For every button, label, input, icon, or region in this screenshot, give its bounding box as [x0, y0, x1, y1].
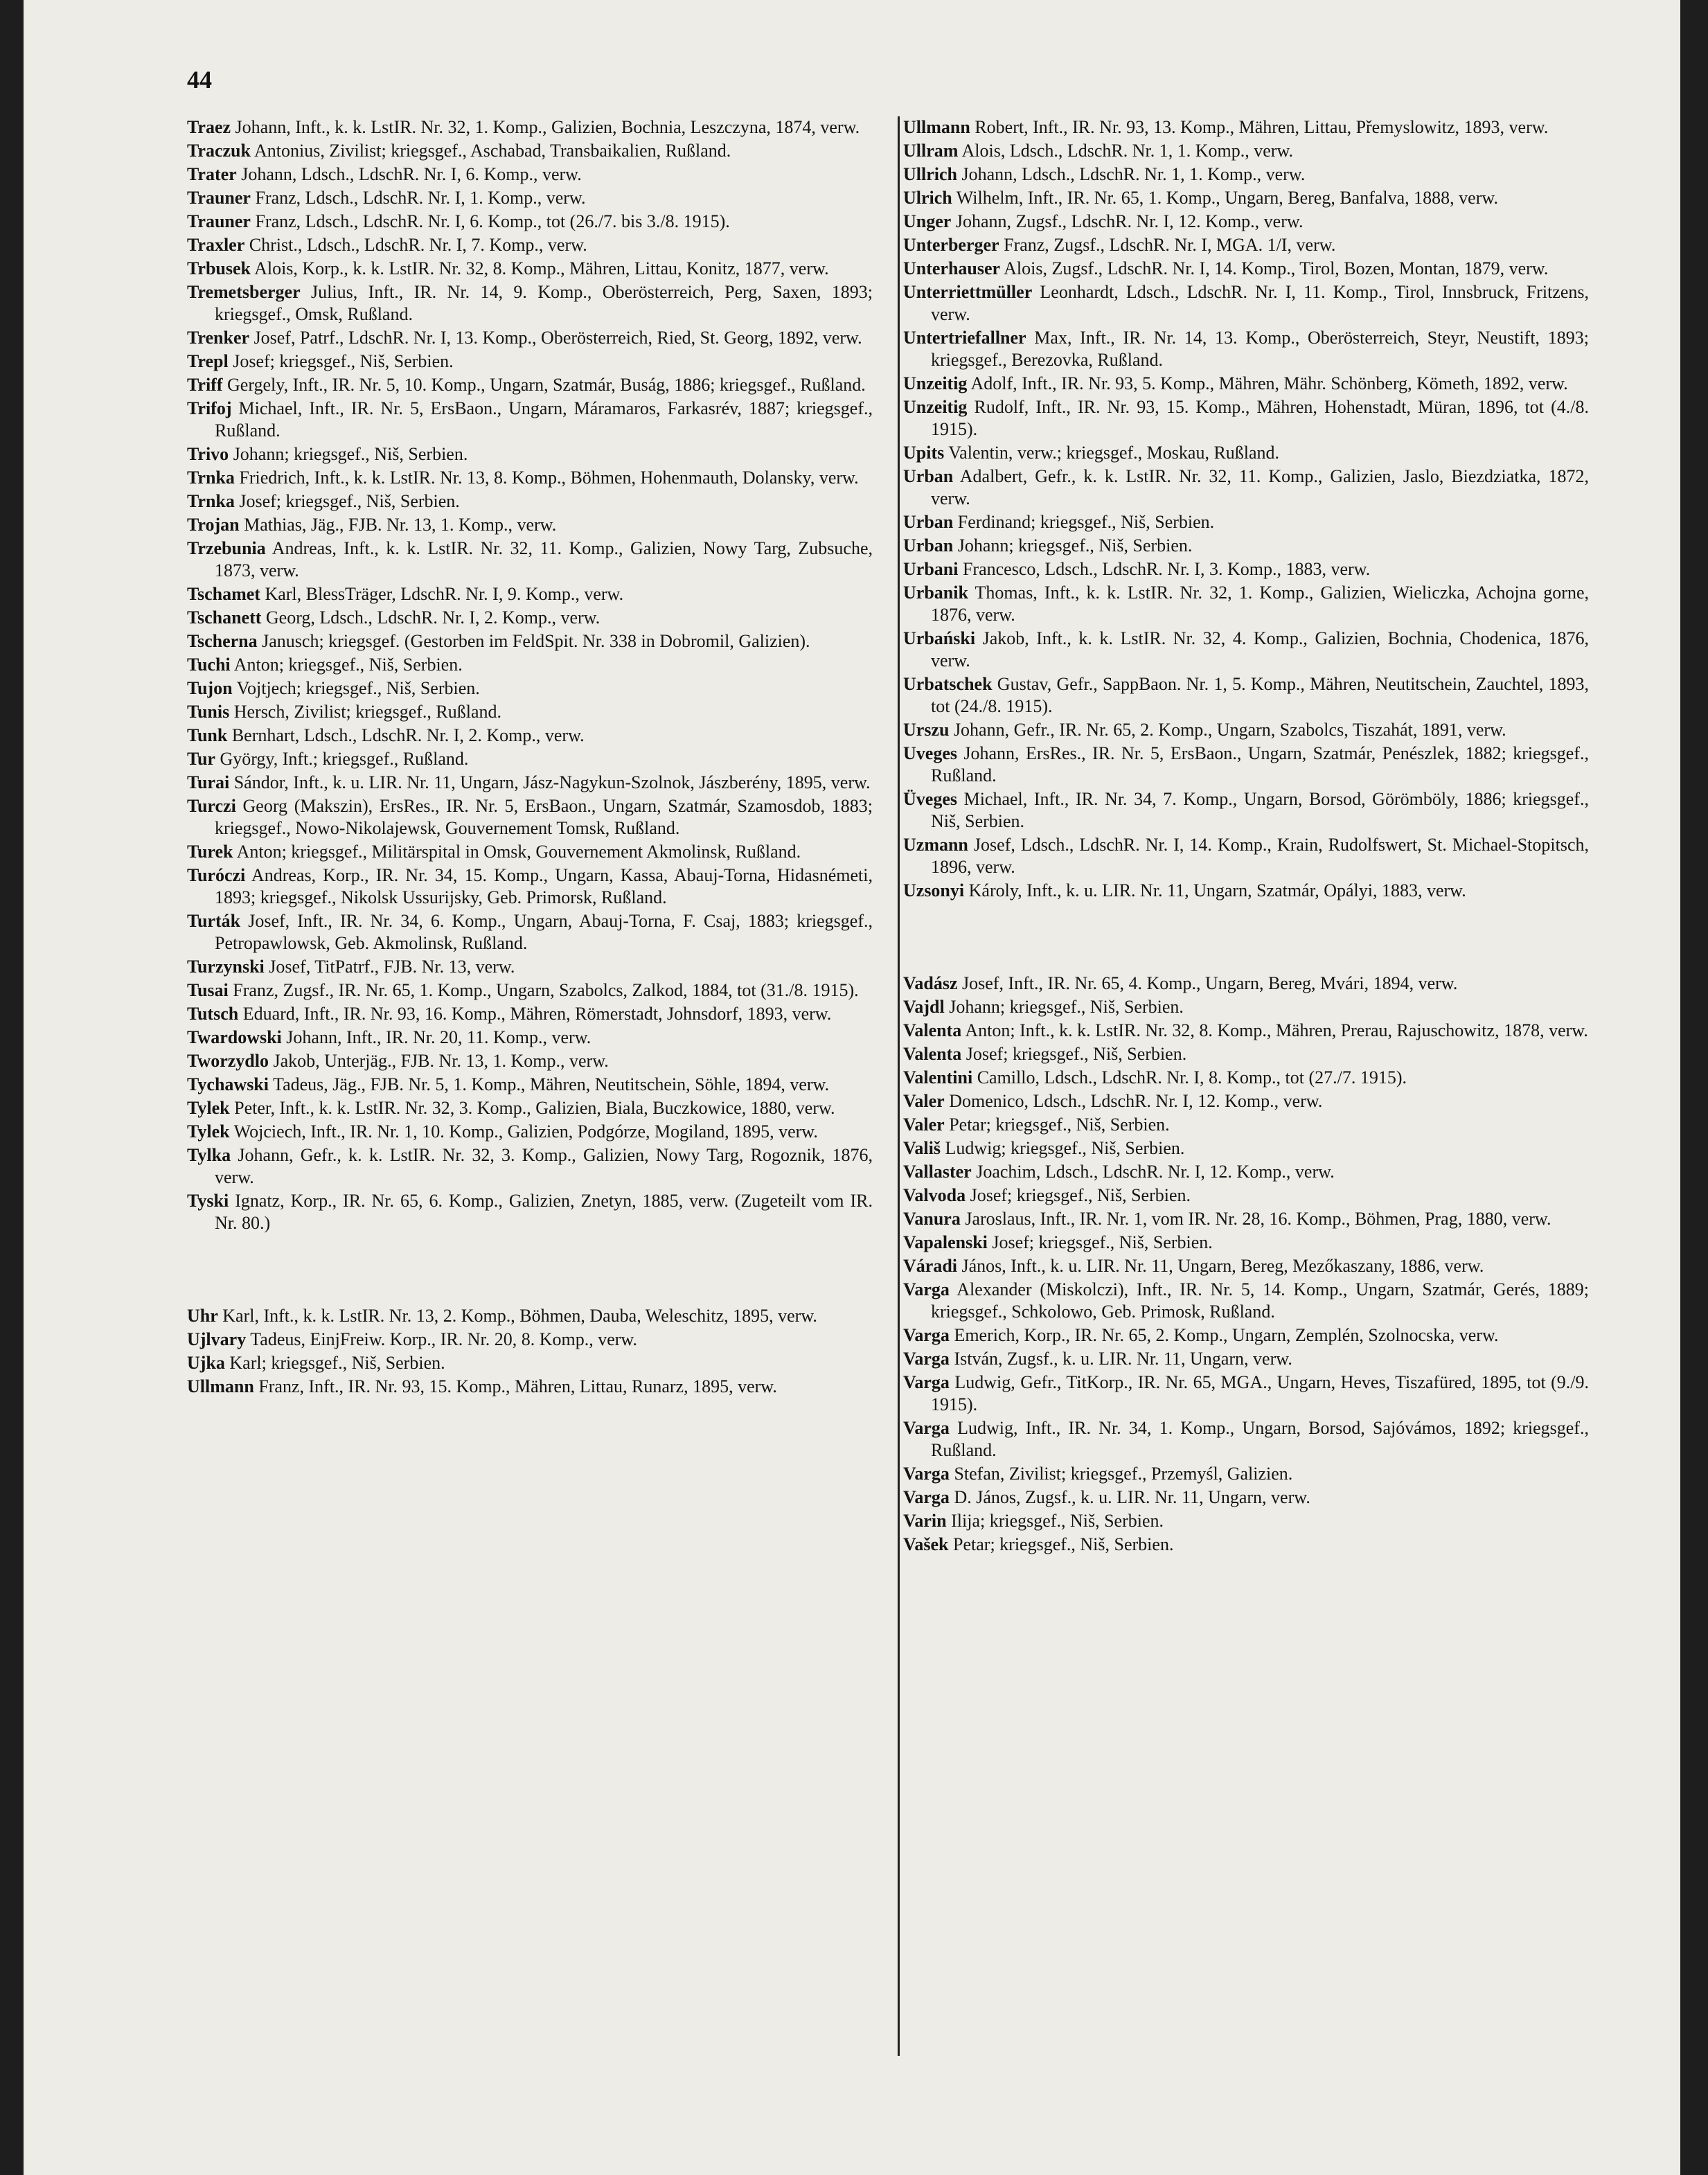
list-item [903, 1137, 1589, 1160]
entry-details: Bernhart, Ldsch., LdschR. Nr. I, 2. Komp., verw. [227, 725, 585, 745]
entry-surname: Trenker [187, 328, 250, 348]
list-item [187, 1376, 873, 1398]
entry-surname: Ujlvary [187, 1329, 247, 1349]
entry-details: Franz, Ldsch., LdschR. Nr. I, 1. Komp., verw. [250, 188, 586, 208]
list-item [187, 701, 873, 723]
entry-surname: Uveges [903, 743, 957, 763]
list-item [903, 258, 1589, 280]
entry-surname: Varga [903, 1325, 950, 1345]
entry-surname: Unzeitig [903, 397, 968, 417]
entry-details: Max, Inft., IR. Nr. 14, 13. Komp., Oberösterreich, Steyr, Neustift, 1893; kriegsgef., Berezovka, Rußland. [931, 328, 1589, 370]
list-item [903, 211, 1589, 233]
entry-details: Josef; kriegsgef., Niš, Serbien. [228, 351, 454, 371]
entry-details: Antonius, Zivilist; kriegsgef., Aschabad, Transbaikalien, Rußland. [250, 141, 731, 161]
entry-details: Rudolf, Inft., IR. Nr. 93, 15. Komp., Mähren, Hohenstadt, Müran, 1896, tot (4./8. 1915). [931, 397, 1589, 439]
entry-details: Andreas, Inft., k. k. LstIR. Nr. 32, 11. Komp., Galizien, Nowy Targ, Zubsuche, 1873, verw. [215, 538, 873, 580]
entry-surname: Varga [903, 1487, 950, 1507]
entry-details: Georg, Ldsch., LdschR. Nr. I, 2. Komp., verw. [261, 607, 601, 628]
entry-surname: Ulrich [903, 188, 952, 208]
list-item [187, 443, 873, 465]
entry-surname: Vajdl [903, 997, 945, 1017]
entry-surname: Trivo [187, 444, 229, 464]
entry-surname: Varga [903, 1349, 950, 1369]
entry-details: Janusch; kriegsgef. (Gestorben im FeldSpit. Nr. 338 in Dobromil, Galizien). [257, 631, 810, 651]
entry-details: Georg (Makszin), ErsRes., IR. Nr. 5, ErsBaon., Ungarn, Szatmár, Szamosdob, 1883; kriegsgef., Nowo-Nikolajewsk, Gouvernement Tomsk, Rußland. [215, 796, 873, 838]
list-item [903, 1486, 1589, 1509]
entry-surname: Trauner [187, 211, 251, 231]
entry-details: Josef, TitPatrf., FJB. Nr. 13, verw. [264, 957, 515, 977]
entry-details: Petar; kriegsgef., Niš, Serbien. [944, 1115, 1170, 1135]
list-item [187, 725, 873, 747]
list-item [903, 163, 1589, 186]
list-item [903, 234, 1589, 256]
entry-details: Karl, BlessTräger, LdschR. Nr. I, 9. Komp., verw. [260, 584, 624, 604]
entry-details: Petar; kriegsgef., Niš, Serbien. [948, 1534, 1174, 1554]
entry-details: Michael, Inft., IR. Nr. 5, ErsBaon., Ungarn, Máramaros, Farkasrév, 1887; kriegsgef., Rußland. [215, 398, 873, 441]
list-item [903, 1279, 1589, 1323]
entry-details: Christ., Ldsch., LdschR. Nr. I, 7. Komp., verw. [244, 235, 587, 255]
list-item [903, 1324, 1589, 1347]
entry-surname: Tutsch [187, 1004, 239, 1024]
entry-details: Anton; kriegsgef., Militärspital in Omsk, Gouvernement Akmolinsk, Rußland. [233, 842, 801, 862]
entry-surname: Tujon [187, 678, 233, 698]
entry-surname: Trater [187, 164, 237, 184]
entry-surname: Ullrich [903, 164, 957, 184]
list-item [903, 673, 1589, 718]
list-item [903, 973, 1589, 995]
list-item [187, 1329, 873, 1351]
list-item [903, 1510, 1589, 1532]
entry-surname: Unger [903, 211, 952, 231]
entry-surname: Tunis [187, 702, 230, 722]
entry-details: Wilhelm, Inft., IR. Nr. 65, 1. Komp., Ungarn, Bereg, Banfalva, 1888, verw. [952, 188, 1498, 208]
list-item [187, 910, 873, 955]
entry-surname: Vanura [903, 1209, 961, 1229]
entry-surname: Urbatschek [903, 674, 993, 694]
entry-details: Johann, Ldsch., LdschR. Nr. I, 6. Komp., verw. [236, 164, 582, 184]
entry-details: Adalbert, Gefr., k. k. LstIR. Nr. 32, 11. Komp., Galizien, Jaslo, Biezdziatka, 1872, verw. [931, 466, 1589, 508]
entry-surname: Valenta [903, 1020, 962, 1040]
entry-surname: Vallaster [903, 1162, 972, 1182]
list-item [903, 373, 1589, 395]
entry-details: Jakob, Unterjäg., FJB. Nr. 13, 1. Komp., verw. [268, 1051, 609, 1071]
entry-surname: Tremetsberger [187, 282, 301, 302]
entry-surname: Ujka [187, 1353, 225, 1373]
entry-details: Franz, Zugsf., IR. Nr. 65, 1. Komp., Ungarn, Szabolcs, Zalkod, 1884, tot (31./8. 1915). [228, 980, 859, 1000]
entry-details: Johann, Zugsf., LdschR. Nr. I, 12. Komp., verw. [951, 211, 1304, 231]
entry-surname: Tworzydlo [187, 1051, 269, 1071]
entry-group-u-cont [903, 116, 1589, 902]
list-item [903, 1534, 1589, 1556]
entry-details: Alois, Korp., k. k. LstIR. Nr. 32, 8. Komp., Mähren, Littau, Konitz, 1877, verw. [251, 258, 829, 278]
entry-details: Ferdinand; kriegsgef., Niš, Serbien. [953, 512, 1215, 532]
list-item [903, 116, 1589, 139]
entry-details: Jaroslaus, Inft., IR. Nr. 1, vom IR. Nr. 28, 16. Komp., Böhmen, Prag, 1880, verw. [960, 1209, 1551, 1229]
right-column [903, 116, 1589, 1557]
entry-details: Franz, Inft., IR. Nr. 93, 15. Komp., Mähren, Littau, Runarz, 1895, verw. [253, 1376, 777, 1396]
list-item [903, 396, 1589, 441]
entry-details: Josef, Ldsch., LdschR. Nr. I, 14. Komp., Krain, Rudolfswert, St. Michael-Stopitsch, 1896, verw. [931, 835, 1589, 877]
entry-surname: Traez [187, 117, 231, 137]
entry-details: Tadeus, Jäg., FJB. Nr. 5, 1. Komp., Mähren, Neutitschein, Söhle, 1894, verw. [269, 1074, 830, 1094]
list-item [903, 281, 1589, 326]
list-item [187, 956, 873, 978]
column-divider [898, 116, 900, 2056]
list-item [187, 514, 873, 536]
list-item [187, 327, 873, 349]
list-item [903, 628, 1589, 672]
list-item [903, 1043, 1589, 1065]
entry-surname: Urbani [903, 559, 959, 579]
entry-surname: Tschanett [187, 607, 262, 628]
list-item [903, 1208, 1589, 1230]
entry-surname: Urbanik [903, 583, 968, 603]
entry-details: Mathias, Jäg., FJB. Nr. 13, 1. Komp., verw. [239, 515, 557, 535]
list-item [187, 1352, 873, 1374]
list-item [903, 719, 1589, 741]
entry-surname: Turczi [187, 796, 236, 816]
entry-surname: Valentini [903, 1067, 973, 1088]
list-item [187, 795, 873, 840]
entry-details: Sándor, Inft., k. u. LIR. Nr. 11, Ungarn, Jász-Nagykun-Szolnok, Jászberény, 1895, verw. [229, 772, 871, 792]
list-item [187, 630, 873, 652]
entry-surname: Tusai [187, 980, 229, 1000]
entry-details: István, Zugsf., k. u. LIR. Nr. 11, Ungarn, verw. [949, 1349, 1292, 1369]
list-item [903, 1371, 1589, 1416]
entry-surname: Trbusek [187, 258, 251, 278]
entry-details: Josef, Inft., IR. Nr. 65, 4. Komp., Ungarn, Bereg, Mvári, 1894, verw. [957, 973, 1458, 993]
list-item [903, 1232, 1589, 1254]
list-item [903, 465, 1589, 510]
entry-details: Josef; kriegsgef., Niš, Serbien. [961, 1044, 1187, 1064]
entry-details: Johann, Gefr., IR. Nr. 65, 2. Komp., Ungarn, Szabolcs, Tiszahát, 1891, verw. [949, 720, 1506, 740]
entry-details: Gustav, Gefr., SappBaon. Nr. 1, 5. Komp., Mähren, Neutitschein, Zauchtel, 1893, tot (24./8. 1915). [931, 674, 1589, 716]
list-item [187, 140, 873, 162]
list-item [903, 996, 1589, 1018]
entry-surname: Tylek [187, 1121, 230, 1142]
list-item [903, 1184, 1589, 1207]
list-item [187, 1027, 873, 1049]
list-item [187, 748, 873, 770]
list-item [903, 1067, 1589, 1089]
list-item [187, 1190, 873, 1234]
list-item [903, 1114, 1589, 1136]
list-item [187, 1144, 873, 1189]
entry-details: Ludwig, Gefr., TitKorp., IR. Nr. 65, MGA., Ungarn, Heves, Tiszafüred, 1895, tot (9./9. 1915). [931, 1372, 1589, 1414]
entry-details: Johann, ErsRes., IR. Nr. 5, ErsBaon., Ungarn, Szatmár, Penészlek, 1882; kriegsgef., Rußland. [931, 743, 1589, 785]
entry-details: Alois, Zugsf., LdschR. Nr. I, 14. Komp., Tirol, Bozen, Montan, 1879, verw. [1000, 258, 1549, 278]
entry-surname: Valenta [903, 1044, 962, 1064]
entry-details: Jakob, Inft., k. k. LstIR. Nr. 32, 4. Komp., Galizien, Bochnia, Chodenica, 1876, verw. [931, 628, 1589, 671]
entry-surname: Ullmann [187, 1376, 254, 1396]
entry-surname: Urban [903, 466, 954, 486]
entry-details: Eduard, Inft., IR. Nr. 93, 16. Komp., Mähren, Römerstadt, Johnsdorf, 1893, verw. [238, 1004, 832, 1024]
entry-surname: Ullmann [903, 117, 970, 137]
entry-surname: Tuchi [187, 655, 231, 675]
list-item [187, 163, 873, 186]
entry-details: Wojciech, Inft., IR. Nr. 1, 10. Komp., Galizien, Podgórze, Mogiland, 1895, verw. [229, 1121, 818, 1142]
entry-details: Johann, Inft., k. k. LstIR. Nr. 32, 1. Komp., Galizien, Bochnia, Leszczyna, 1874, verw. [231, 117, 860, 137]
list-item [187, 1003, 873, 1025]
entry-details: Johann; kriegsgef., Niš, Serbien. [944, 997, 1184, 1017]
list-item [903, 535, 1589, 557]
entry-surname: Tyski [187, 1191, 229, 1211]
entry-surname: Turóczi [187, 865, 246, 885]
entry-details: Domenico, Ldsch., LdschR. Nr. I, 12. Komp., verw. [944, 1091, 1323, 1111]
list-item [187, 654, 873, 676]
entry-details: Franz, Zugsf., LdschR. Nr. I, MGA. 1/I, verw. [999, 235, 1336, 255]
entry-details: Josef, Inft., IR. Nr. 34, 6. Komp., Ungarn, Abauj-Torna, F. Csaj, 1883; kriegsgef., Petropawlowsk, Geb. Akmolinsk, Rußland. [215, 911, 873, 953]
entry-details: Ludwig, Inft., IR. Nr. 34, 1. Komp., Ungarn, Borsod, Sajóvámos, 1892; kriegsgef., Rußland. [931, 1418, 1589, 1460]
entry-surname: Traczuk [187, 141, 251, 161]
entry-details: Karl; kriegsgef., Niš, Serbien. [224, 1353, 445, 1373]
entry-group-v [903, 973, 1589, 1556]
entry-details: Johann, Ldsch., LdschR. Nr. 1, 1. Komp., verw. [957, 164, 1306, 184]
entry-details: Alois, Ldsch., LdschR. Nr. 1, 1. Komp., verw. [958, 141, 1294, 161]
list-item [187, 490, 873, 513]
list-item [187, 677, 873, 700]
list-item [187, 211, 873, 233]
list-item [187, 1097, 873, 1119]
entry-surname: Váradi [903, 1256, 957, 1276]
entry-surname: Unterberger [903, 235, 999, 255]
left-column [187, 116, 873, 1399]
entry-details: Josef; kriegsgef., Niš, Serbien. [966, 1185, 1191, 1205]
entry-surname: Varga [903, 1279, 950, 1299]
entry-details: Friedrich, Inft., k. k. LstIR. Nr. 13, 8. Komp., Böhmen, Hohenmauth, Dolansky, verw. [234, 468, 859, 488]
document-page [24, 0, 1680, 2175]
entry-surname: Traxler [187, 235, 245, 255]
entry-surname: Upits [903, 443, 945, 463]
entry-surname: Valer [903, 1115, 945, 1135]
entry-surname: Üveges [903, 789, 957, 809]
list-item [903, 1255, 1589, 1277]
entry-details: Vojtjech; kriegsgef., Niš, Serbien. [232, 678, 480, 698]
entry-surname: Uhr [187, 1306, 218, 1326]
entry-details: Thomas, Inft., k. k. LstIR. Nr. 32, 1. Komp., Galizien, Wieliczka, Achojna gorne, 1876, verw. [931, 583, 1589, 625]
entry-surname: Vapalenski [903, 1232, 988, 1252]
list-item [187, 607, 873, 629]
list-item [187, 538, 873, 582]
list-item [903, 511, 1589, 533]
entry-details: Valentin, verw.; kriegsgef., Moskau, Rußland. [944, 443, 1280, 463]
entry-surname: Varga [903, 1372, 950, 1392]
entry-surname: Trnka [187, 468, 235, 488]
entry-details: Josef, Patrf., LdschR. Nr. I, 13. Komp., Oberösterreich, Ried, St. Georg, 1892, verw. [249, 328, 862, 348]
entry-surname: Unzeitig [903, 373, 968, 393]
list-item [903, 187, 1589, 209]
entry-surname: Vadász [903, 973, 958, 993]
entry-surname: Tychawski [187, 1074, 269, 1094]
entry-surname: Tylek [187, 1098, 230, 1118]
list-item [187, 841, 873, 863]
list-item [903, 1090, 1589, 1112]
list-item [903, 1463, 1589, 1485]
entry-surname: Trepl [187, 351, 229, 371]
entry-surname: Urbański [903, 628, 976, 648]
entry-surname: Varga [903, 1464, 950, 1484]
entry-details: Anton; Inft., k. k. LstIR. Nr. 32, 8. Komp., Mähren, Prerau, Rajuschowitz, 1878, verw. [961, 1020, 1588, 1040]
entry-surname: Trnka [187, 491, 235, 511]
entry-surname: Twardowski [187, 1027, 282, 1047]
list-item [187, 979, 873, 1002]
entry-surname: Urszu [903, 720, 950, 740]
entry-surname: Vališ [903, 1138, 941, 1158]
entry-details: Gergely, Inft., IR. Nr. 5, 10. Komp., Ungarn, Szatmár, Buság, 1886; kriegsgef., Rußland. [222, 375, 866, 395]
list-item [903, 788, 1589, 833]
entry-details: Franz, Ldsch., LdschR. Nr. I, 6. Komp., tot (26./7. bis 3./8. 1915). [250, 211, 730, 231]
entry-details: Julius, Inft., IR. Nr. 14, 9. Komp., Oberösterreich, Perg, Saxen, 1893; kriegsgef., Omsk, Rußland. [215, 282, 873, 324]
entry-surname: Tylka [187, 1145, 231, 1165]
entry-surname: Tschamet [187, 584, 260, 604]
list-item [187, 1121, 873, 1143]
entry-details: Josef; kriegsgef., Niš, Serbien. [234, 491, 460, 511]
list-item [187, 374, 873, 396]
entry-group-t [187, 116, 873, 1234]
list-item [187, 187, 873, 209]
entry-surname: Unterhauser [903, 258, 1001, 278]
entry-surname: Tur [187, 749, 215, 769]
list-item [187, 281, 873, 326]
entry-surname: Trauner [187, 188, 251, 208]
section-gap [903, 903, 1589, 973]
entry-details: Johann, Gefr., k. k. LstIR. Nr. 32, 3. Komp., Galizien, Nowy Targ, Rogoznik, 1876, verw. [215, 1145, 873, 1187]
entry-surname: Valvoda [903, 1185, 966, 1205]
entry-surname: Valer [903, 1091, 945, 1111]
list-item [903, 834, 1589, 878]
entry-surname: Tunk [187, 725, 228, 745]
list-item [187, 116, 873, 139]
list-item [187, 583, 873, 605]
entry-details: Andreas, Korp., IR. Nr. 34, 15. Komp., Ungarn, Kassa, Abauj-Torna, Hidasnémeti, 1893; kriegsgef., Nikolsk Ussurijsky, Geb. Primorsk, Rußland. [215, 865, 873, 907]
entry-details: Peter, Inft., k. k. LstIR. Nr. 32, 3. Komp., Galizien, Biala, Buczkowice, 1880, verw. [229, 1098, 835, 1118]
entry-surname: Turzynski [187, 957, 265, 977]
entry-details: Josef; kriegsgef., Niš, Serbien. [987, 1232, 1213, 1252]
entry-surname: Uzmann [903, 835, 968, 855]
entry-surname: Turek [187, 842, 233, 862]
entry-details: Stefan, Zivilist; kriegsgef., Przemyśl, Galizien. [949, 1464, 1293, 1484]
entry-surname: Triff [187, 375, 223, 395]
entry-details: Robert, Inft., IR. Nr. 93, 13. Komp., Mähren, Littau, Přemyslowitz, 1893, verw. [970, 117, 1549, 137]
entry-surname: Uzsonyi [903, 880, 965, 900]
list-item [903, 743, 1589, 787]
entry-details: Ignatz, Korp., IR. Nr. 65, 6. Komp., Galizien, Znetyn, 1885, verw. (Zugeteilt vom IR. Nr. 80.) [215, 1191, 873, 1233]
entry-details: Adolf, Inft., IR. Nr. 93, 5. Komp., Mähren, Mähr. Schönberg, Kömeth, 1892, verw. [967, 373, 1568, 393]
entry-details: Johann; kriegsgef., Niš, Serbien. [229, 444, 468, 464]
entry-surname: Tscherna [187, 631, 258, 651]
entry-details: Anton; kriegsgef., Niš, Serbien. [230, 655, 463, 675]
entry-details: Johann; kriegsgef., Niš, Serbien. [953, 535, 1193, 556]
list-item [187, 350, 873, 373]
page-number: 44 [187, 66, 212, 94]
list-item [903, 558, 1589, 580]
entry-surname: Urban [903, 512, 954, 532]
entry-details: Johann, Inft., IR. Nr. 20, 11. Komp., verw. [281, 1027, 591, 1047]
list-item [903, 1348, 1589, 1370]
list-item [187, 864, 873, 909]
entry-details: Ilija; kriegsgef., Niš, Serbien. [946, 1511, 1164, 1531]
entry-details: Emerich, Korp., IR. Nr. 65, 2. Komp., Ungarn, Zemplén, Szolnocska, verw. [949, 1325, 1499, 1345]
list-item [903, 140, 1589, 162]
entry-details: Ludwig; kriegsgef., Niš, Serbien. [940, 1138, 1185, 1158]
entry-details: D. János, Zugsf., k. u. LIR. Nr. 11, Ungarn, verw. [949, 1487, 1310, 1507]
section-gap [187, 1236, 873, 1305]
list-item [903, 327, 1589, 371]
entry-details: János, Inft., k. u. LIR. Nr. 11, Ungarn, Bereg, Mezőkaszany, 1886, verw. [957, 1256, 1484, 1276]
list-item [903, 1161, 1589, 1183]
list-item [187, 234, 873, 256]
entry-surname: Turai [187, 772, 230, 792]
list-item [903, 1417, 1589, 1462]
entry-details: Karl, Inft., k. k. LstIR. Nr. 13, 2. Komp., Böhmen, Dauba, Weleschitz, 1895, verw. [217, 1306, 817, 1326]
entry-surname: Varin [903, 1511, 947, 1531]
list-item [903, 442, 1589, 464]
entry-details: Michael, Inft., IR. Nr. 34, 7. Komp., Ungarn, Borsod, Görömböly, 1886; kriegsgef., Niš, Serbien. [931, 789, 1589, 831]
entry-details: Francesco, Ldsch., LdschR. Nr. I, 3. Komp., 1883, verw. [958, 559, 1371, 579]
entry-surname: Turták [187, 911, 241, 931]
list-item [187, 1074, 873, 1096]
entry-details: Camillo, Ldsch., LdschR. Nr. I, 8. Komp., tot (27./7. 1915). [972, 1067, 1407, 1088]
list-item [187, 1050, 873, 1072]
entry-details: Tadeus, EinjFreiw. Korp., IR. Nr. 20, 8. Komp., verw. [246, 1329, 638, 1349]
entry-surname: Trifoj [187, 398, 232, 418]
list-item [903, 1020, 1589, 1042]
entry-surname: Vašek [903, 1534, 949, 1554]
entry-surname: Varga [903, 1418, 950, 1438]
list-item [187, 772, 873, 794]
list-item [903, 880, 1589, 902]
entry-surname: Unterriettmüller [903, 282, 1033, 302]
list-item [187, 1305, 873, 1327]
entry-details: Joachim, Ldsch., LdschR. Nr. I, 12. Komp., verw. [971, 1162, 1335, 1182]
entry-surname: Trzebunia [187, 538, 266, 558]
list-item [187, 258, 873, 280]
entry-details: Hersch, Zivilist; kriegsgef., Rußland. [229, 702, 502, 722]
list-item [903, 582, 1589, 626]
entry-details: Alexander (Miskolczi), Inft., IR. Nr. 5, 14. Komp., Ungarn, Szatmár, Gerés, 1889; kriegsgef., Schkolowo, Geb. Primosk, Rußland. [931, 1279, 1589, 1322]
entry-details: Károly, Inft., k. u. LIR. Nr. 11, Ungarn, Szatmár, Opályi, 1883, verw. [964, 880, 1466, 900]
list-item [187, 467, 873, 489]
entry-details: Leonhardt, Ldsch., LdschR. Nr. I, 11. Komp., Tirol, Innsbruck, Fritzens, verw. [931, 282, 1589, 324]
entry-group-u [187, 1305, 873, 1398]
entry-surname: Ullram [903, 141, 959, 161]
list-item [187, 398, 873, 442]
entry-surname: Untertriefallner [903, 328, 1026, 348]
entry-surname: Trojan [187, 515, 240, 535]
entry-details: György, Inft.; kriegsgef., Rußland. [215, 749, 469, 769]
entry-surname: Urban [903, 535, 954, 556]
